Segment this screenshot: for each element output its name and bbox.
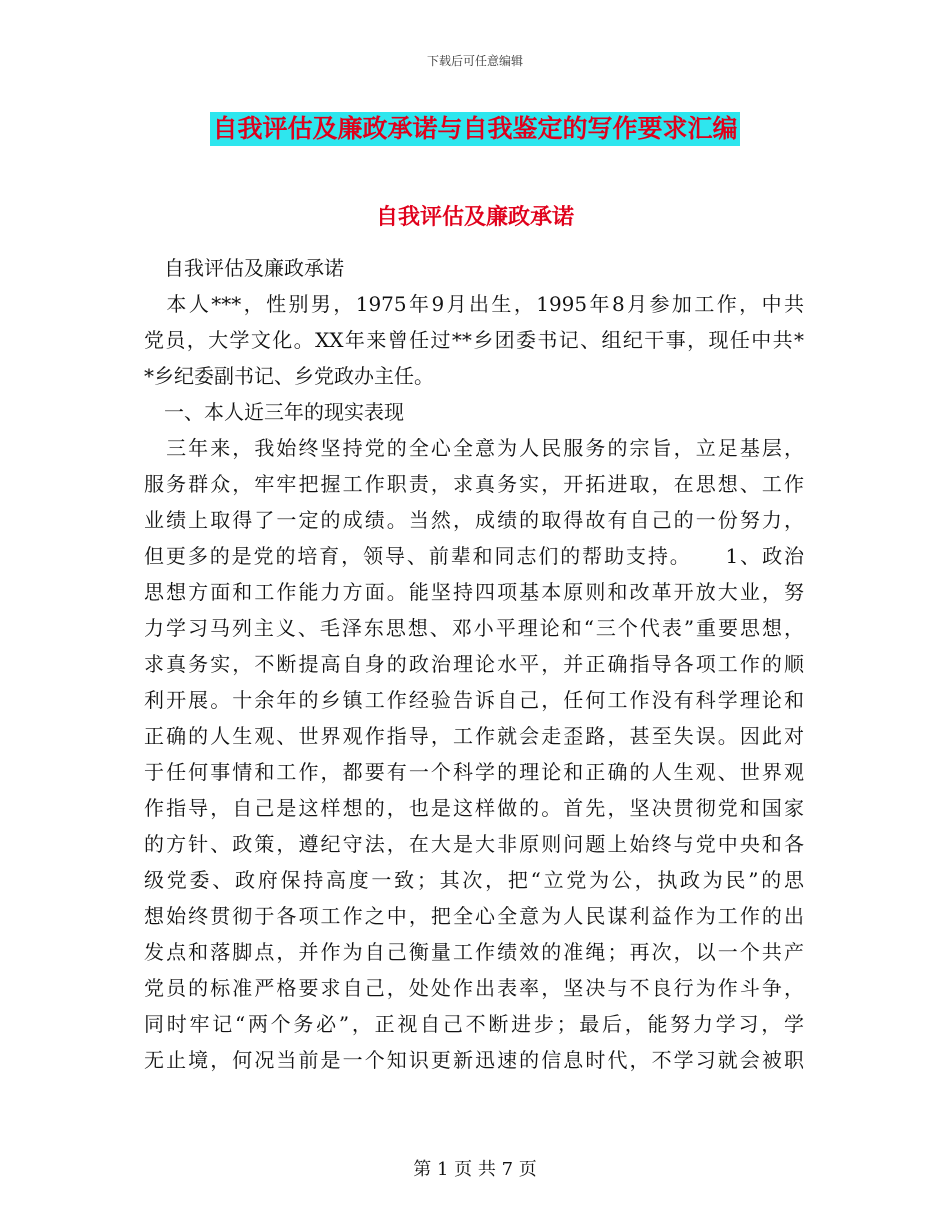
paragraph-line: 自我评估及廉政承诺 — [144, 256, 344, 280]
paragraph-line: 利开展。十余年的乡镇工作经验告诉自己，任何工作没有科学理论和 — [144, 688, 804, 712]
paragraph-line: 无止境，何况当前是一个知识更新迅速的信息时代，不学习就会被职 — [144, 1048, 804, 1072]
paragraph-line: 一、本人近三年的现实表现 — [144, 400, 404, 424]
page-footer: 第 1 页 共 7 页 — [413, 1159, 537, 1180]
paragraph-line: 正确的人生观、世界观作指导，工作就会走歪路，甚至失误。因此对 — [144, 724, 804, 748]
paragraph-line: 服务群众，牢牢把握工作职责，求真务实，开拓进取，在思想、工作 — [144, 472, 804, 496]
paragraph-line: 思想方面和工作能力方面。能坚持四项基本原则和改革开放大业，努 — [144, 580, 804, 604]
paragraph-line: *乡纪委副书记、乡党政办主任。 — [144, 364, 434, 388]
paragraph-line: 本人***，性别男，1975年9月出生，1995年8月参加工作，中共 — [144, 292, 804, 316]
section-title: 自我评估及廉政承诺 — [375, 205, 574, 230]
paragraph-line: 三年来，我始终坚持党的全心全意为人民服务的宗旨，立足基层， — [144, 436, 804, 460]
header-note: 下载后可任意编辑 — [426, 54, 523, 68]
paragraph-line: 同时牢记“两个务必”，正视自己不断进步；最后，能努力学习，学 — [144, 1012, 804, 1036]
paragraph-line: 党员的标准严格要求自己，处处作出表率，坚决与不良行为作斗争， — [144, 976, 804, 1000]
paragraph-line: 求真务实，不断提高自身的政治理论水平，并正确指导各项工作的顺 — [144, 652, 804, 676]
paragraph-line: 但更多的是党的培育，领导、前辈和同志们的帮助支持。 1、政治 — [144, 544, 804, 568]
paragraph-line: 级党委、政府保持高度一致；其次，把“立党为公，执政为民”的思 — [144, 868, 804, 892]
paragraph-line: 党员，大学文化。XX年来曾任过**乡团委书记、组纪干事，现任中共* — [144, 328, 804, 352]
paragraph-line: 的方针、政策，遵纪守法，在大是大非原则问题上始终与党中央和各 — [144, 832, 804, 856]
paragraph-line: 于任何事情和工作，都要有一个科学的理论和正确的人生观、世界观 — [144, 760, 804, 784]
document-title-text: 自我评估及廉政承诺与自我鉴定的写作要求汇编 — [210, 112, 739, 146]
paragraph-line: 作指导，自己是这样想的，也是这样做的。首先，坚决贯彻党和国家 — [144, 796, 804, 820]
body-text — [144, 250, 804, 1078]
paragraph-line: 业绩上取得了一定的成绩。当然，成绩的取得故有自己的一份努力， — [144, 508, 804, 532]
paragraph-line: 力学习马列主义、毛泽东思想、邓小平理论和“三个代表”重要思想， — [144, 616, 804, 640]
paragraph-line: 想始终贯彻于各项工作之中，把全心全意为人民谋利益作为工作的出 — [144, 904, 804, 928]
document-title — [0, 112, 950, 146]
paragraph-line: 发点和落脚点，并作为自己衡量工作绩效的准绳；再次，以一个共产 — [144, 940, 804, 964]
